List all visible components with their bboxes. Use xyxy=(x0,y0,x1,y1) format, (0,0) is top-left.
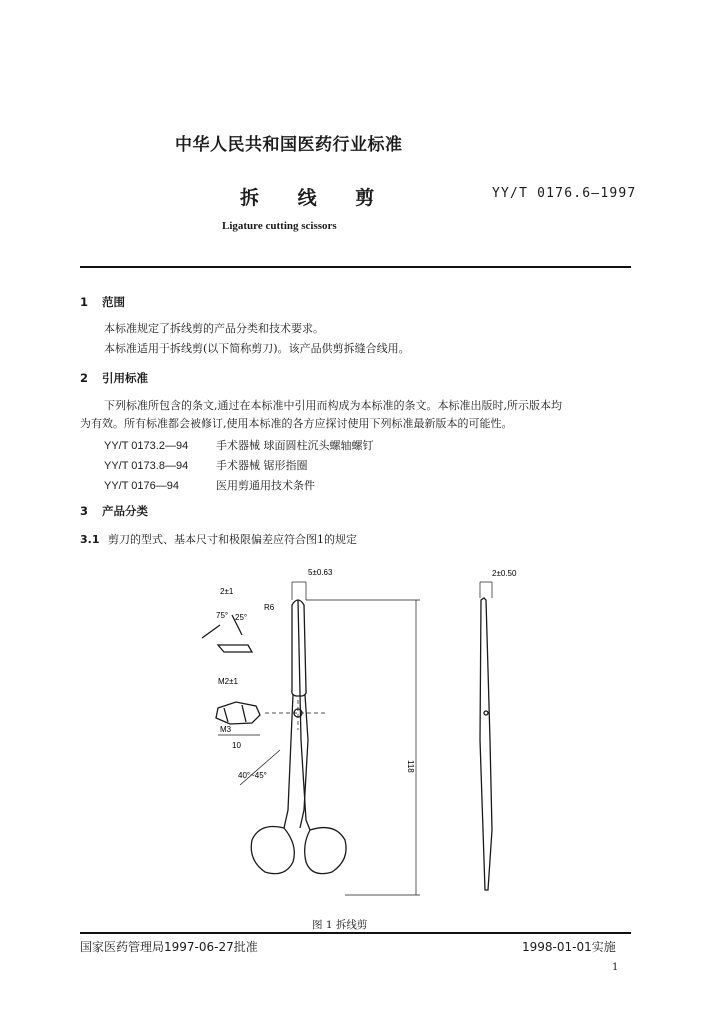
reference-name: 手术器械 锯形指圈 xyxy=(216,459,308,472)
section-2-number: 2 xyxy=(80,371,89,385)
dim-side-width: 2±0.50 xyxy=(492,569,517,578)
scissors-shank-left xyxy=(284,695,293,828)
finger-ring-left xyxy=(251,827,294,874)
dim-screw: M2±1 xyxy=(218,677,238,686)
scissors-figure xyxy=(180,560,560,915)
dim-radius: R6 xyxy=(264,603,275,612)
section-1-para-2: 本标准适用于拆线剪(以下简称剪刀)。该产品供剪拆缝合线用。 xyxy=(104,342,410,355)
screw-thread xyxy=(224,705,246,722)
section-2-para-line-1: 下列标准所包含的条文,通过在本标准中引用而构成为本标准的条文。本标准出版时,所示版本均 xyxy=(104,399,562,412)
side-pivot xyxy=(484,711,488,715)
page-number: 1 xyxy=(612,962,619,973)
english-title: Ligature cutting scissors xyxy=(222,220,337,232)
section-1-para-1: 本标准规定了拆线剪的产品分类和技术要求。 xyxy=(104,322,324,335)
implementation-date: 1998-01-01实施 xyxy=(522,940,616,954)
scissors-side-view xyxy=(480,598,492,890)
subsection-3-1-text: 剪刀的型式、基本尺寸和极限偏差应符合图1的规定 xyxy=(108,533,357,546)
dim-ten: 10 xyxy=(232,741,241,750)
document-title: 拆 线 剪 xyxy=(240,187,391,209)
section-1-number: 1 xyxy=(80,295,89,309)
section-3-number: 3 xyxy=(80,504,89,518)
scissors-blade-line xyxy=(298,600,310,830)
issuing-organization: 中华人民共和国医药行业标准 xyxy=(175,135,403,155)
dim-thread: M3 xyxy=(220,725,232,734)
subsection-3-1-number: 3.1 xyxy=(80,533,100,546)
dim-angle-range: 40°~45° xyxy=(238,771,267,780)
blade-tip-detail xyxy=(218,645,252,652)
reference-code: YY/T 0173.2—94 xyxy=(104,440,189,452)
approval-date: 国家医药管理局1997-06-27批准 xyxy=(80,940,258,954)
header-rule xyxy=(80,266,631,268)
finger-ring-right xyxy=(305,828,346,874)
dim-length: 118 xyxy=(406,760,415,773)
reference-item xyxy=(104,437,374,453)
dim-angle-1: 75° xyxy=(216,611,229,620)
section-1-heading xyxy=(80,294,125,310)
reference-name: 医用剪通用技术条件 xyxy=(216,479,315,492)
reference-item xyxy=(104,457,308,473)
dim-detail-a: 2±1 xyxy=(220,587,234,596)
screw-detail xyxy=(216,702,260,724)
subsection-3-1 xyxy=(80,532,357,548)
section-3-title: 产品分类 xyxy=(102,504,148,518)
section-1-title: 范围 xyxy=(102,295,125,309)
section-2-title: 引用标准 xyxy=(102,371,148,385)
reference-code: YY/T 0173.8—94 xyxy=(104,460,189,472)
dim-angle-2: 25° xyxy=(235,613,248,622)
footer-rule xyxy=(80,932,631,934)
section-3-heading xyxy=(80,503,148,519)
section-2-heading xyxy=(80,370,148,386)
figure-caption: 图 1 拆线剪 xyxy=(312,919,368,931)
standard-code: YY/T 0176.6—1997 xyxy=(492,186,637,201)
section-2-para-line-2: 为有效。所有标准都会被修订,使用本标准的各方应探讨使用下列标准最新版本的可能性。 xyxy=(80,417,513,430)
reference-code: YY/T 0176—94 xyxy=(104,480,180,492)
reference-name: 手术器械 球面圆柱沉头螺轴螺钉 xyxy=(216,439,374,452)
reference-item xyxy=(104,477,315,493)
dim-top-width: 5±0.63 xyxy=(308,568,333,577)
